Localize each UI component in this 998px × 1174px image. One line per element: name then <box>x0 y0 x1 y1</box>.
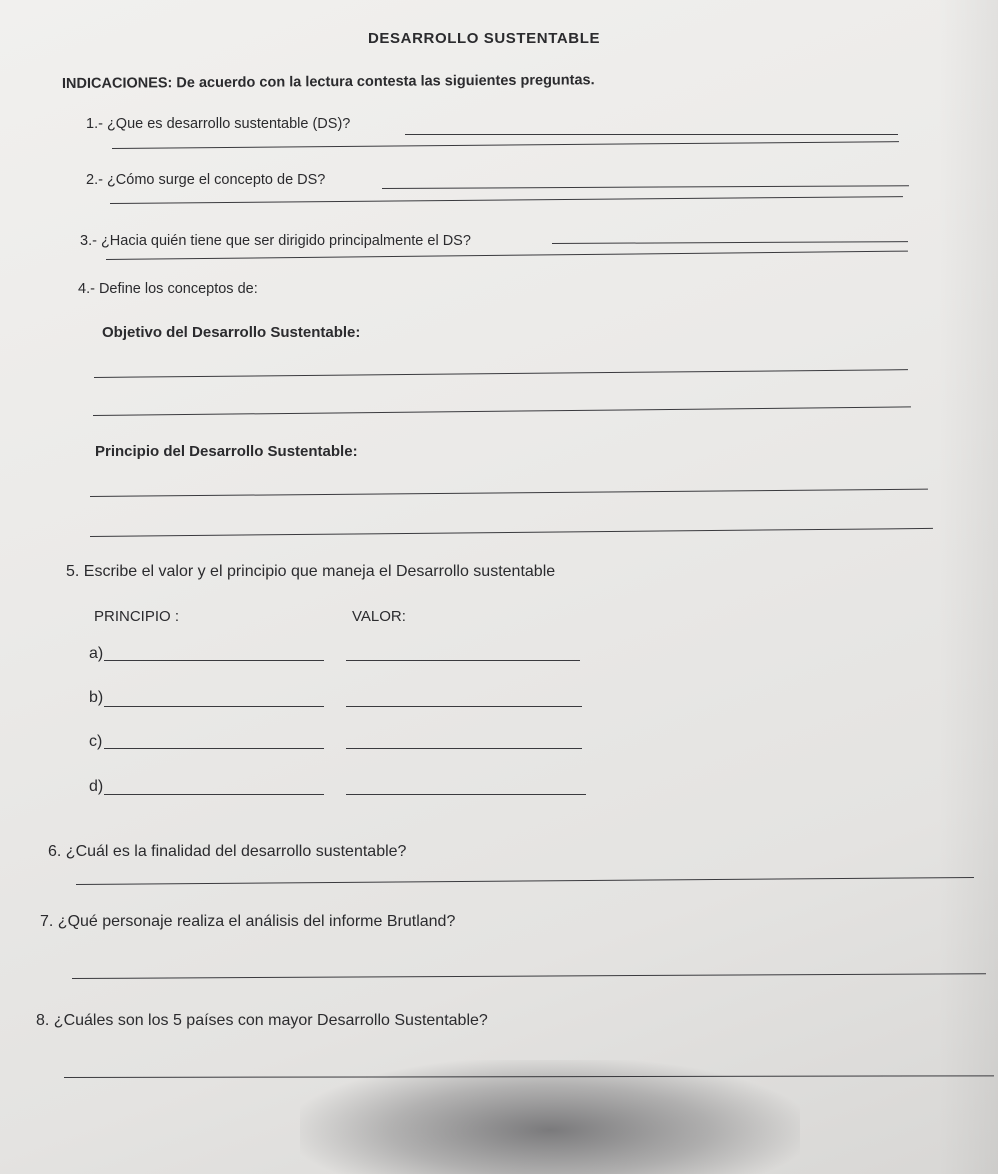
question-5: 5. Escribe el valor y el principio que maneja el Desarrollo sustentable <box>66 563 556 580</box>
answer-line-1b[interactable] <box>112 141 899 149</box>
item-d-principle-line[interactable] <box>104 794 324 795</box>
objective-line-1[interactable] <box>94 369 908 378</box>
principle-line-2[interactable] <box>90 528 933 537</box>
item-d-value-line[interactable] <box>346 794 586 795</box>
item-c-value-line[interactable] <box>346 748 582 749</box>
objective-heading: Objetivo del Desarrollo Sustentable: <box>102 324 361 341</box>
answer-line-3a[interactable] <box>552 241 908 244</box>
question-3: 3.- ¿Hacia quién tiene que ser dirigido principalmente el DS? <box>80 233 471 249</box>
item-a-principle-line[interactable] <box>104 660 324 661</box>
objective-line-2[interactable] <box>93 406 911 416</box>
question-6: 6. ¿Cuál es la finalidad del desarrollo sustentable? <box>48 843 407 860</box>
question-8: 8. ¿Cuáles son los 5 países con mayor Desarrollo Sustentable? <box>36 1012 488 1029</box>
item-d-label: d) <box>89 778 104 795</box>
item-b-principle-line[interactable] <box>104 706 324 707</box>
question-4: 4.- Define los conceptos de: <box>78 281 258 297</box>
item-c-principle-line[interactable] <box>104 748 324 749</box>
item-b-label: b) <box>89 689 104 706</box>
page-title: DESARROLLO SUSTENTABLE <box>368 30 601 47</box>
answer-line-1a[interactable] <box>405 134 898 135</box>
paper-shading <box>938 0 998 1174</box>
principle-column-header: PRINCIPIO : <box>94 608 180 625</box>
item-c-label: c) <box>89 733 103 750</box>
instructions: INDICACIONES: De acuerdo con la lectura contesta las siguientes preguntas. <box>61 72 595 92</box>
question-7: 7. ¿Qué personaje realiza el análisis del informe Brutland? <box>40 913 456 930</box>
principle-heading: Principio del Desarrollo Sustentable: <box>95 443 358 460</box>
value-column-header: VALOR: <box>352 608 406 625</box>
answer-line-2b[interactable] <box>110 196 903 204</box>
item-a-value-line[interactable] <box>346 660 580 661</box>
question-2: 2.- ¿Cómo surge el concepto de DS? <box>86 172 326 188</box>
answer-line-6[interactable] <box>76 877 974 885</box>
answer-line-7[interactable] <box>72 973 986 979</box>
question-1: 1.- ¿Que es desarrollo sustentable (DS)? <box>86 116 351 132</box>
item-a-label: a) <box>89 645 104 662</box>
photo-shadow <box>300 1060 800 1174</box>
item-b-value-line[interactable] <box>346 706 582 707</box>
principle-line-1[interactable] <box>90 489 928 497</box>
answer-line-3b[interactable] <box>106 251 908 260</box>
answer-line-2a[interactable] <box>382 185 909 189</box>
